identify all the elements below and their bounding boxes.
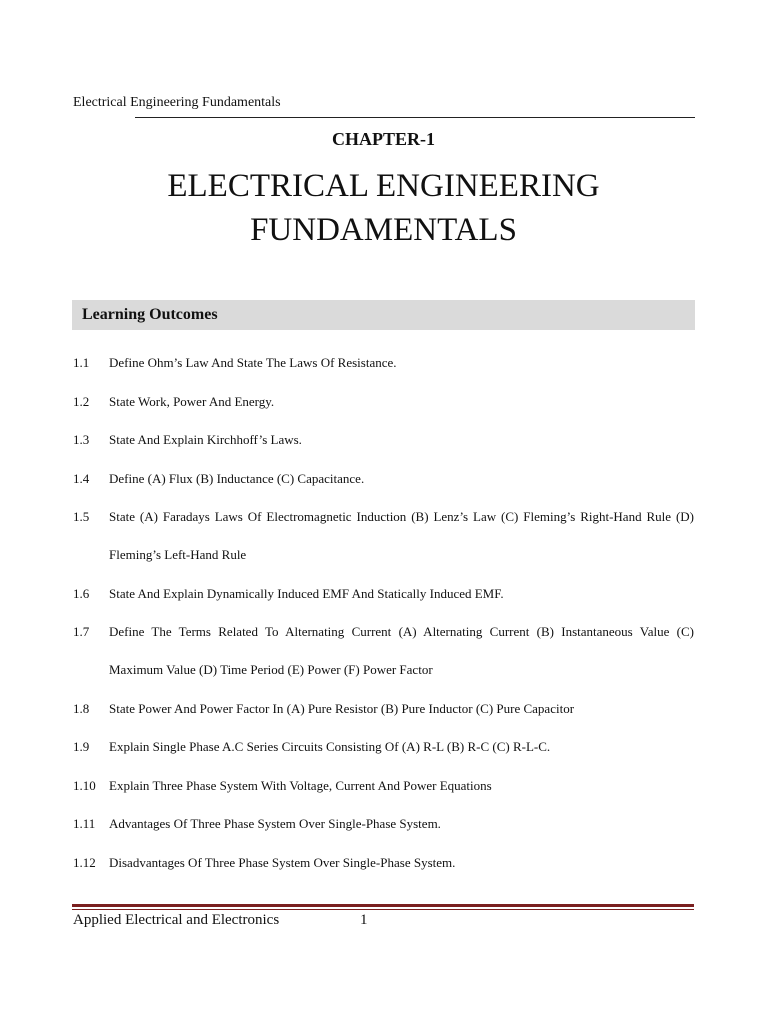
list-item bbox=[73, 814, 694, 833]
list-item bbox=[73, 737, 694, 756]
list-item-number: 1.8 bbox=[73, 700, 90, 716]
header-rule bbox=[135, 117, 695, 118]
list-item-number: 1.4 bbox=[73, 470, 90, 486]
list-item-text: Define The Terms Related To Alternating Current (A) Alternating Current (B) Instantaneous Value (C) Maximum Value (D) Time Period (E) Power (F) Power Factor bbox=[109, 623, 694, 677]
list-item-text: State Power And Power Factor In (A) Pure Resistor (B) Pure Inductor (C) Pure Capacitor bbox=[109, 700, 575, 716]
footer-book-title: Applied Electrical and Electronics bbox=[73, 912, 280, 928]
list-item bbox=[73, 498, 694, 574]
list-item-text: Explain Three Phase System With Voltage, Current And Power Equations bbox=[109, 777, 492, 793]
list-item bbox=[73, 853, 694, 872]
list-item-text: Explain Single Phase A.C Series Circuits Consisting Of (A) R-L (B) R-C (C) R-L-C. bbox=[109, 739, 551, 754]
list-item-number: 1.9 bbox=[73, 739, 90, 754]
list-item-number: 1.3 bbox=[73, 432, 90, 447]
list-item-number: 1.12 bbox=[73, 854, 96, 870]
chapter-title bbox=[72, 164, 695, 252]
list-item-number: 1.10 bbox=[73, 777, 96, 793]
list-item-number: 1.7 bbox=[73, 623, 90, 639]
chapter-label: CHAPTER-1 bbox=[332, 129, 435, 149]
list-item bbox=[73, 699, 694, 718]
list-item-number: 1.11 bbox=[73, 816, 96, 831]
list-item-number: 1.2 bbox=[73, 393, 90, 409]
list-item-text: Define (A) Flux (B) Inductance (C) Capacitance. bbox=[109, 470, 365, 486]
list-item bbox=[73, 430, 694, 449]
list-item-number: 1.5 bbox=[73, 508, 90, 524]
list-item bbox=[73, 584, 694, 603]
list-item-text: Define Ohm’s Law And State The Laws Of Resistance. bbox=[109, 355, 397, 370]
chapter-title-line-2: FUNDAMENTALS bbox=[250, 212, 517, 248]
list-item bbox=[73, 613, 694, 689]
list-item-text: Advantages Of Three Phase System Over Single-Phase System. bbox=[109, 816, 441, 831]
chapter-title-line-1: ELECTRICAL ENGINEERING bbox=[167, 168, 600, 204]
list-item-number: 1.6 bbox=[73, 585, 90, 601]
footer-rule bbox=[72, 904, 694, 907]
list-item-number: 1.1 bbox=[73, 355, 90, 370]
learning-outcomes-heading: Learning Outcomes bbox=[82, 306, 218, 323]
list-item-text: State And Explain Kirchhoff’s Laws. bbox=[109, 432, 302, 447]
page-number: 1 bbox=[360, 912, 368, 928]
list-item bbox=[73, 469, 694, 488]
list-item bbox=[73, 392, 694, 411]
list-item bbox=[73, 776, 694, 795]
list-item-text: Disadvantages Of Three Phase System Over Single-Phase System. bbox=[109, 854, 456, 870]
list-item-text: State Work, Power And Energy. bbox=[109, 393, 275, 409]
footer-rule-thin bbox=[72, 909, 694, 910]
learning-outcomes-list bbox=[73, 353, 694, 891]
list-item-text: State And Explain Dynamically Induced EMF And Statically Induced EMF. bbox=[109, 585, 504, 601]
list-item-text: State (A) Faradays Laws Of Electromagnetic Induction (B) Lenz’s Law (C) Fleming’s Right-Hand Rule (D) Fleming’s Left-Hand Rule bbox=[109, 508, 694, 562]
list-item bbox=[73, 353, 694, 372]
learning-outcomes-header bbox=[72, 300, 695, 330]
running-header: Electrical Engineering Fundamentals bbox=[73, 95, 281, 110]
